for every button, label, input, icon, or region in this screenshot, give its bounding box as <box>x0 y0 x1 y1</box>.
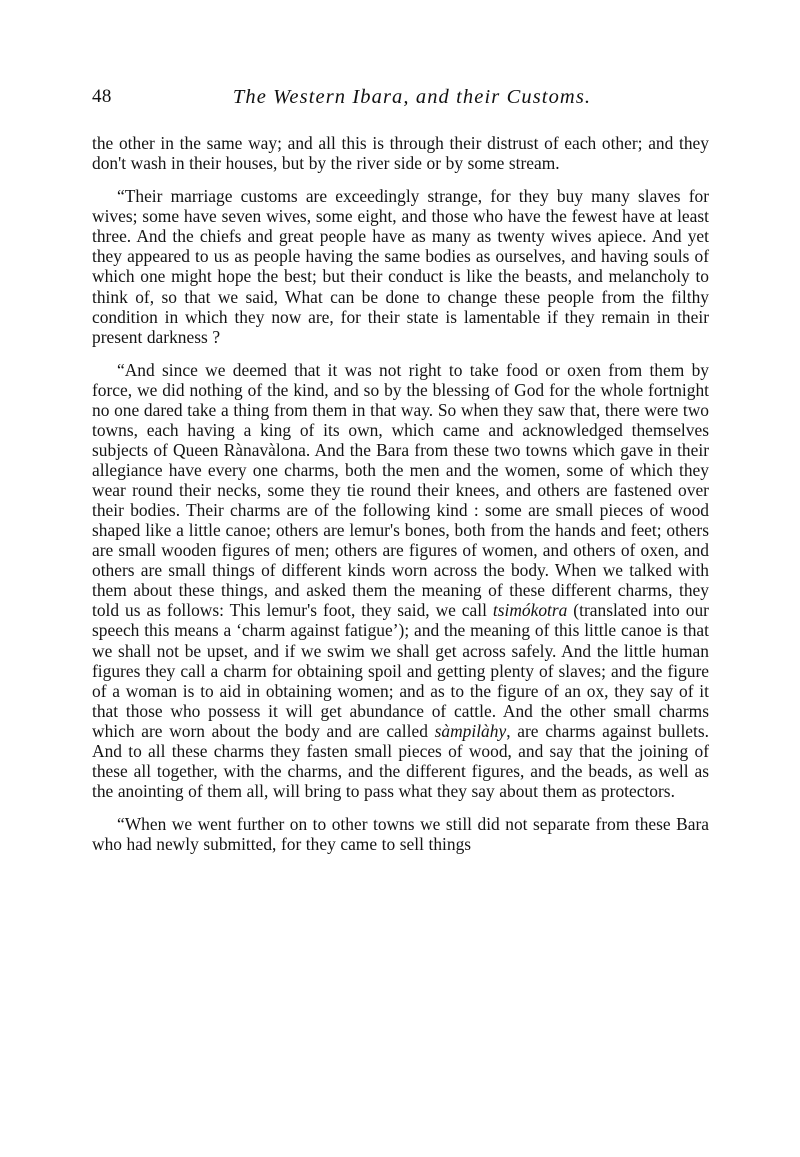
page-header <box>92 84 708 110</box>
italic-term: sàmpilàhy <box>434 720 507 741</box>
italic-term: tsimókotra <box>492 600 568 621</box>
running-head-title: The Western Ibara, and their Customs. <box>232 86 592 108</box>
paragraph-charms: “And since we deemed that it was not right to take food or oxen from them by force, we did nothing of the kind, and so by the blessing of God for the whole fortnight no one dared take a thing from them in that way. So when they saw that, there were two towns, each having a king of its own, which came and acknowledged themselves subjects of Queen Rànavàlona. And the Bara from these two towns which gave in their allegiance have every one charms, both the men and the women, some of which they wear round their necks, some they tie round their knees, and others are fastened over their bodies. Their charms are of the following kind : some are small pieces of wood shaped like a little canoe; others are lemur's bones, both from the hands and feet; others are small wooden figures of men; others are figures of women, and others of oxen, and others are small things of different kinds worn across the body. When we talked with them about these things, and asked them the meaning of these different charms, they told us as follows: This lemur's foot, they said, we call tsimókotra (translated into our speech this means a ‘charm against fatigue’); and the meaning of this little canoe is that we shall not be upset, and if we swim we shall get across safely. And the little human figures they call a charm for obtaining spoil and getting plenty of slaves; and the figure of a woman is to aid in obtaining women; and as to the figure of an ox, they say of it that those who possess it will get abundance of cattle. And the other small charms which are worn about the body and are called sàmpilàhy, are charms against bullets. And to all these charms they fasten small pieces of wood, and say that the joining of these all together, with the charms, and the different figures, and the beads, as well as the anointing of them all, will bring to pass what they say about them as protectors. <box>92 359 709 801</box>
paragraph-further-towns: “When we went further on to other towns we still did not separate from these Bara who had newly submitted, for they came to sell things <box>92 814 709 855</box>
body-text-block <box>92 133 709 854</box>
paragraph-marriage-customs: “Their marriage customs are exceedingly strange, for they buy many slaves for wives; some have seven wives, some eight, and those who have the fewest have at least three. And the chiefs and great people have as many as twenty wives apiece. And yet they appeared to us as people having the same bodies as ourselves, and having souls of which one might hope the best; but their conduct is like the beasts, and melancholy to think of, so that we said, What can be done to change these people from the filthy condition in which they now are, for their state is lamentable if they remain in their present darkness ? <box>92 186 709 347</box>
page-number: 48 <box>92 86 112 107</box>
paragraph-continuation: the other in the same way; and all this is through their distrust of each other; and they don't wash in their houses, but by the river side or by some stream. <box>92 133 709 174</box>
